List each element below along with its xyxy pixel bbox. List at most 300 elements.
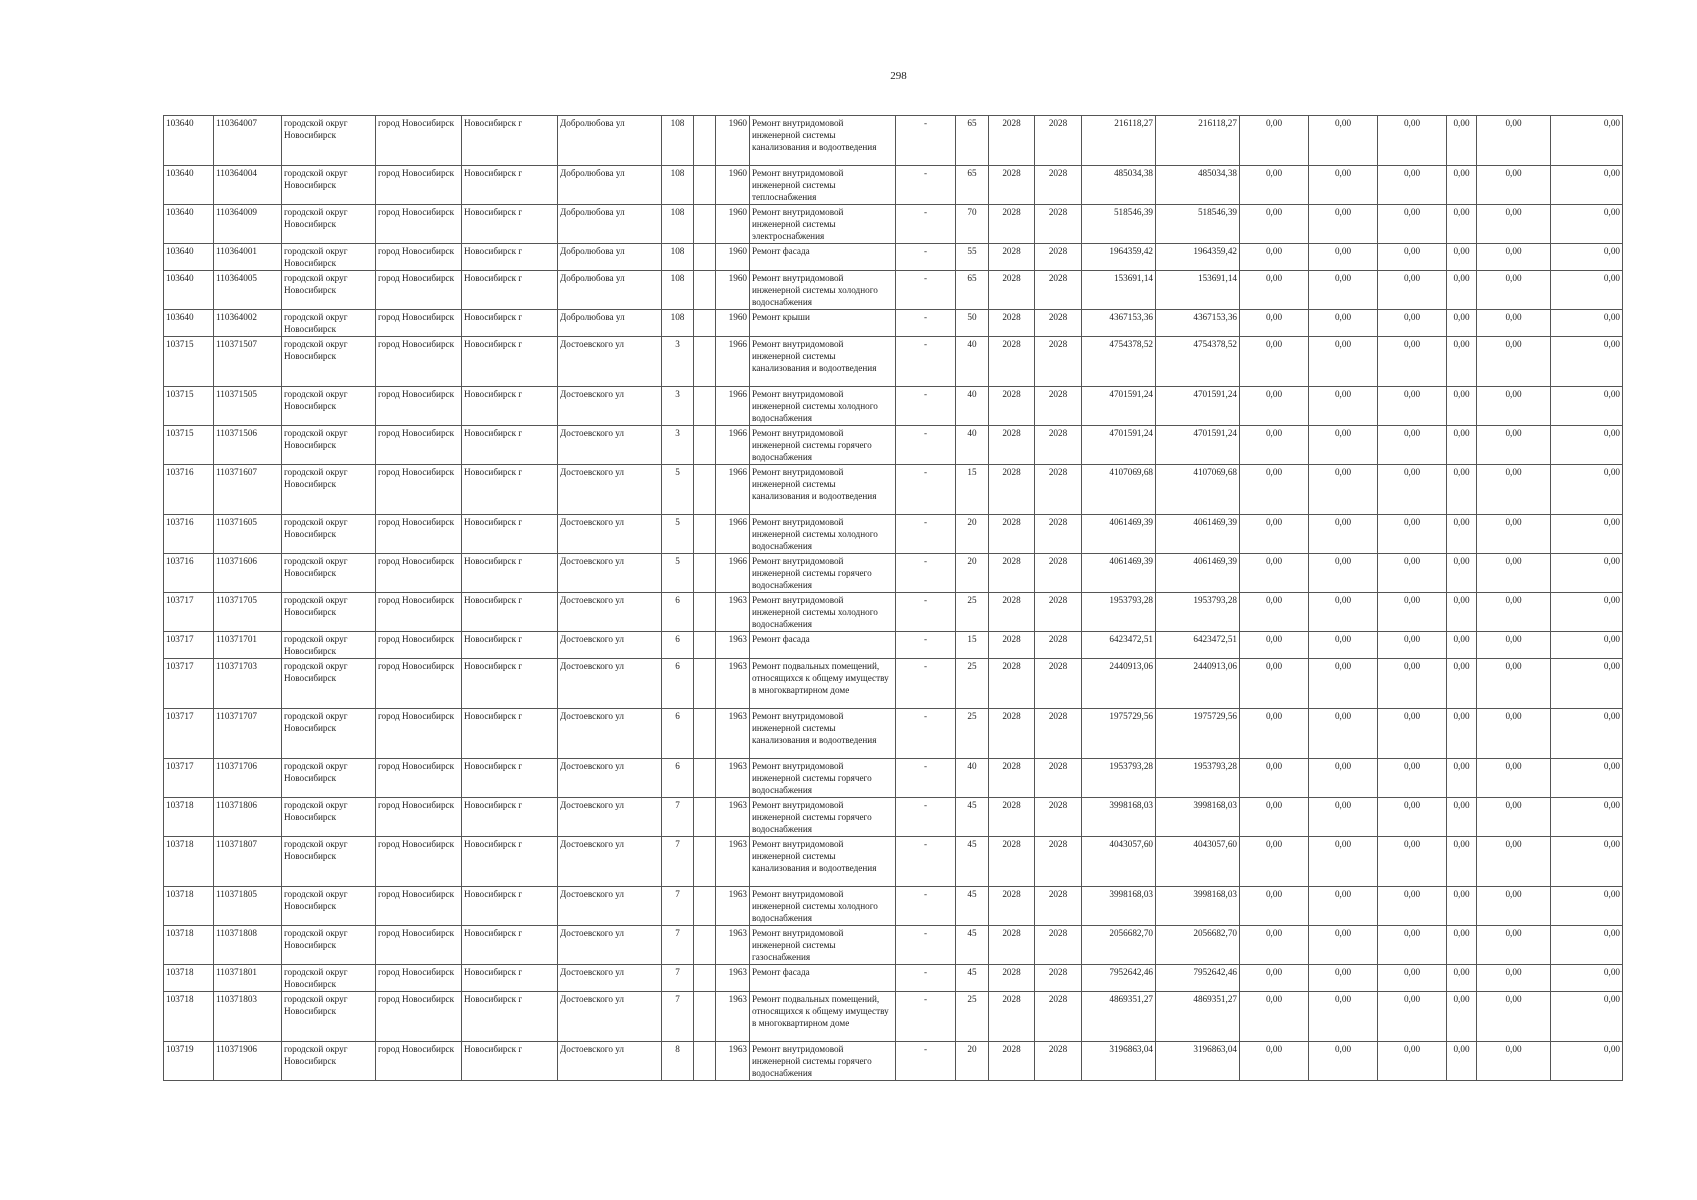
budget-1-cell: 0,00 [1240, 887, 1309, 926]
budget-1-cell: 0,00 [1240, 632, 1309, 659]
table-row [164, 759, 1623, 798]
work-type-cell: Ремонт внутридомовой инженерной системы горячего водоснабжения [750, 798, 896, 837]
plan-year-start-cell: 2028 [989, 926, 1035, 965]
work-type-cell: Ремонт подвальных помещений, относящихся к общему имуществу в многоквартирном доме [750, 992, 896, 1042]
settlement-cell: город Новосибирск [376, 759, 462, 798]
budget-2-cell: 0,00 [1309, 759, 1378, 798]
work-code-cell: 110371806 [214, 798, 282, 837]
building-number-cell [694, 465, 716, 515]
budget-4-cell: 0,00 [1447, 554, 1477, 593]
fund-cost-cell: 1964359,42 [1156, 244, 1240, 271]
budget-3-cell: 0,00 [1378, 593, 1447, 632]
house-number-cell: 5 [662, 465, 694, 515]
plan-year-start-cell: 2028 [989, 515, 1035, 554]
object-id-cell: 103715 [164, 426, 214, 465]
plan-year-end-cell: 2028 [1035, 166, 1082, 205]
construction-year-cell: 1963 [716, 759, 750, 798]
budget-1-cell: 0,00 [1240, 116, 1309, 166]
street-cell: Достоевского ул [558, 1042, 662, 1081]
work-code-cell: 110364002 [214, 310, 282, 337]
locality-cell: Новосибирск г [462, 992, 558, 1042]
street-cell: Достоевского ул [558, 965, 662, 992]
building-number-cell [694, 709, 716, 759]
budget-6-cell: 0,00 [1551, 798, 1623, 837]
object-id-cell: 103640 [164, 310, 214, 337]
street-cell: Добролюбова ул [558, 166, 662, 205]
municipal-district-cell: городской округ Новосибирск [282, 337, 376, 387]
budget-1-cell: 0,00 [1240, 992, 1309, 1042]
budget-6-cell: 0,00 [1551, 709, 1623, 759]
street-cell: Достоевского ул [558, 926, 662, 965]
municipal-district-cell: городской округ Новосибирск [282, 310, 376, 337]
budget-6-cell: 0,00 [1551, 205, 1623, 244]
plan-year-start-cell: 2028 [989, 709, 1035, 759]
settlement-cell: город Новосибирск [376, 593, 462, 632]
plan-year-end-cell: 2028 [1035, 116, 1082, 166]
street-cell: Достоевского ул [558, 387, 662, 426]
object-id-cell: 103640 [164, 166, 214, 205]
settlement-cell: город Новосибирск [376, 426, 462, 465]
table-row [164, 116, 1623, 166]
budget-2-cell: 0,00 [1309, 465, 1378, 515]
budget-4-cell: 0,00 [1447, 709, 1477, 759]
street-cell: Достоевского ул [558, 632, 662, 659]
table-row [164, 992, 1623, 1042]
budget-2-cell: 0,00 [1309, 593, 1378, 632]
work-code-cell: 110371701 [214, 632, 282, 659]
budget-3-cell: 0,00 [1378, 244, 1447, 271]
budget-6-cell: 0,00 [1551, 965, 1623, 992]
object-id-cell: 103715 [164, 337, 214, 387]
work-type-cell: Ремонт фасада [750, 965, 896, 992]
locality-cell: Новосибирск г [462, 1042, 558, 1081]
page-number: 298 [890, 70, 907, 82]
budget-4-cell: 0,00 [1447, 659, 1477, 709]
locality-cell: Новосибирск г [462, 759, 558, 798]
fund-cost-cell: 3196863,04 [1156, 1042, 1240, 1081]
work-code-cell: 110371703 [214, 659, 282, 709]
work-type-cell: Ремонт внутридомовой инженерной системы канализования и водоотведения [750, 709, 896, 759]
work-type-cell: Ремонт внутридомовой инженерной системы канализования и водоотведения [750, 465, 896, 515]
dash-cell-cell: - [896, 166, 956, 205]
table-row [164, 271, 1623, 310]
budget-4-cell: 0,00 [1447, 244, 1477, 271]
table-row [164, 837, 1623, 887]
budget-2-cell: 0,00 [1309, 244, 1378, 271]
budget-1-cell: 0,00 [1240, 554, 1309, 593]
object-id-cell: 103718 [164, 926, 214, 965]
construction-year-cell: 1966 [716, 515, 750, 554]
plan-year-end-cell: 2028 [1035, 759, 1082, 798]
locality-cell: Новосибирск г [462, 798, 558, 837]
plan-year-end-cell: 2028 [1035, 992, 1082, 1042]
wear-percent-cell: 15 [956, 632, 989, 659]
street-cell: Добролюбова ул [558, 271, 662, 310]
object-id-cell: 103717 [164, 709, 214, 759]
budget-3-cell: 0,00 [1378, 992, 1447, 1042]
plan-year-end-cell: 2028 [1035, 310, 1082, 337]
construction-year-cell: 1963 [716, 632, 750, 659]
budget-1-cell: 0,00 [1240, 244, 1309, 271]
plan-year-start-cell: 2028 [989, 837, 1035, 887]
house-number-cell: 3 [662, 387, 694, 426]
dash-cell-cell: - [896, 465, 956, 515]
work-type-cell: Ремонт внутридомовой инженерной системы электроснабжения [750, 205, 896, 244]
budget-6-cell: 0,00 [1551, 593, 1623, 632]
locality-cell: Новосибирск г [462, 426, 558, 465]
work-code-cell: 110364009 [214, 205, 282, 244]
budget-3-cell: 0,00 [1378, 709, 1447, 759]
locality-cell: Новосибирск г [462, 632, 558, 659]
budget-2-cell: 0,00 [1309, 709, 1378, 759]
budget-1-cell: 0,00 [1240, 387, 1309, 426]
wear-percent-cell: 45 [956, 926, 989, 965]
budget-6-cell: 0,00 [1551, 244, 1623, 271]
table-row [164, 709, 1623, 759]
wear-percent-cell: 20 [956, 1042, 989, 1081]
municipal-district-cell: городской округ Новосибирск [282, 593, 376, 632]
work-code-cell: 110371801 [214, 965, 282, 992]
object-id-cell: 103718 [164, 965, 214, 992]
street-cell: Добролюбова ул [558, 244, 662, 271]
budget-5-cell: 0,00 [1477, 837, 1551, 887]
street-cell: Достоевского ул [558, 798, 662, 837]
building-number-cell [694, 426, 716, 465]
budget-1-cell: 0,00 [1240, 926, 1309, 965]
plan-year-end-cell: 2028 [1035, 926, 1082, 965]
work-type-cell: Ремонт подвальных помещений, относящихся к общему имуществу в многоквартирном доме [750, 659, 896, 709]
budget-2-cell: 0,00 [1309, 387, 1378, 426]
locality-cell: Новосибирск г [462, 887, 558, 926]
plan-year-start-cell: 2028 [989, 965, 1035, 992]
plan-year-start-cell: 2028 [989, 116, 1035, 166]
house-number-cell: 7 [662, 992, 694, 1042]
table-row [164, 244, 1623, 271]
dash-cell-cell: - [896, 426, 956, 465]
construction-year-cell: 1963 [716, 593, 750, 632]
fund-cost-cell: 4043057,60 [1156, 837, 1240, 887]
construction-year-cell: 1963 [716, 659, 750, 709]
table-row [164, 887, 1623, 926]
construction-year-cell: 1963 [716, 926, 750, 965]
locality-cell: Новосибирск г [462, 593, 558, 632]
budget-2-cell: 0,00 [1309, 992, 1378, 1042]
street-cell: Добролюбова ул [558, 116, 662, 166]
work-type-cell: Ремонт внутридомовой инженерной системы газоснабжения [750, 926, 896, 965]
wear-percent-cell: 55 [956, 244, 989, 271]
fund-cost-cell: 2440913,06 [1156, 659, 1240, 709]
budget-5-cell: 0,00 [1477, 992, 1551, 1042]
building-number-cell [694, 593, 716, 632]
budget-5-cell: 0,00 [1477, 465, 1551, 515]
building-number-cell [694, 926, 716, 965]
budget-5-cell: 0,00 [1477, 426, 1551, 465]
budget-4-cell: 0,00 [1447, 837, 1477, 887]
budget-6-cell: 0,00 [1551, 426, 1623, 465]
budget-2-cell: 0,00 [1309, 798, 1378, 837]
street-cell: Достоевского ул [558, 992, 662, 1042]
fund-cost-cell: 1975729,56 [1156, 709, 1240, 759]
dash-cell-cell: - [896, 271, 956, 310]
budget-5-cell: 0,00 [1477, 887, 1551, 926]
wear-percent-cell: 15 [956, 465, 989, 515]
plan-year-start-cell: 2028 [989, 271, 1035, 310]
work-code-cell: 110371607 [214, 465, 282, 515]
fund-cost-cell: 1953793,28 [1156, 593, 1240, 632]
budget-1-cell: 0,00 [1240, 659, 1309, 709]
work-code-cell: 110371506 [214, 426, 282, 465]
budget-6-cell: 0,00 [1551, 554, 1623, 593]
municipal-district-cell: городской округ Новосибирск [282, 426, 376, 465]
wear-percent-cell: 70 [956, 205, 989, 244]
budget-4-cell: 0,00 [1447, 992, 1477, 1042]
total-cost-cell: 485034,38 [1082, 166, 1156, 205]
budget-6-cell: 0,00 [1551, 759, 1623, 798]
table-row [164, 1042, 1623, 1081]
budget-2-cell: 0,00 [1309, 1042, 1378, 1081]
budget-3-cell: 0,00 [1378, 887, 1447, 926]
budget-3-cell: 0,00 [1378, 837, 1447, 887]
locality-cell: Новосибирск г [462, 554, 558, 593]
budget-5-cell: 0,00 [1477, 310, 1551, 337]
building-number-cell [694, 759, 716, 798]
dash-cell-cell: - [896, 759, 956, 798]
construction-year-cell: 1963 [716, 798, 750, 837]
settlement-cell: город Новосибирск [376, 554, 462, 593]
building-number-cell [694, 116, 716, 166]
house-number-cell: 6 [662, 759, 694, 798]
settlement-cell: город Новосибирск [376, 659, 462, 709]
building-number-cell [694, 337, 716, 387]
work-code-cell: 110371906 [214, 1042, 282, 1081]
repair-registry-table [163, 115, 1623, 1081]
plan-year-end-cell: 2028 [1035, 387, 1082, 426]
construction-year-cell: 1960 [716, 244, 750, 271]
budget-4-cell: 0,00 [1447, 632, 1477, 659]
plan-year-start-cell: 2028 [989, 244, 1035, 271]
municipal-district-cell: городской округ Новосибирск [282, 837, 376, 887]
budget-1-cell: 0,00 [1240, 426, 1309, 465]
building-number-cell [694, 837, 716, 887]
work-code-cell: 110371805 [214, 887, 282, 926]
wear-percent-cell: 65 [956, 166, 989, 205]
table-row [164, 659, 1623, 709]
municipal-district-cell: городской округ Новосибирск [282, 709, 376, 759]
table-row [164, 205, 1623, 244]
fund-cost-cell: 1953793,28 [1156, 759, 1240, 798]
plan-year-end-cell: 2028 [1035, 515, 1082, 554]
plan-year-end-cell: 2028 [1035, 887, 1082, 926]
budget-3-cell: 0,00 [1378, 632, 1447, 659]
wear-percent-cell: 20 [956, 554, 989, 593]
plan-year-start-cell: 2028 [989, 554, 1035, 593]
fund-cost-cell: 4701591,24 [1156, 387, 1240, 426]
fund-cost-cell: 4754378,52 [1156, 337, 1240, 387]
settlement-cell: город Новосибирск [376, 798, 462, 837]
dash-cell-cell: - [896, 116, 956, 166]
budget-5-cell: 0,00 [1477, 759, 1551, 798]
dash-cell-cell: - [896, 205, 956, 244]
total-cost-cell: 7952642,46 [1082, 965, 1156, 992]
work-type-cell: Ремонт внутридомовой инженерной системы горячего водоснабжения [750, 1042, 896, 1081]
house-number-cell: 108 [662, 244, 694, 271]
construction-year-cell: 1960 [716, 271, 750, 310]
table-row [164, 465, 1623, 515]
table-row [164, 632, 1623, 659]
locality-cell: Новосибирск г [462, 271, 558, 310]
house-number-cell: 5 [662, 554, 694, 593]
budget-6-cell: 0,00 [1551, 310, 1623, 337]
house-number-cell: 7 [662, 798, 694, 837]
total-cost-cell: 2056682,70 [1082, 926, 1156, 965]
budget-6-cell: 0,00 [1551, 465, 1623, 515]
wear-percent-cell: 45 [956, 887, 989, 926]
budget-4-cell: 0,00 [1447, 205, 1477, 244]
budget-6-cell: 0,00 [1551, 515, 1623, 554]
total-cost-cell: 1975729,56 [1082, 709, 1156, 759]
building-number-cell [694, 515, 716, 554]
construction-year-cell: 1966 [716, 554, 750, 593]
plan-year-start-cell: 2028 [989, 166, 1035, 205]
municipal-district-cell: городской округ Новосибирск [282, 992, 376, 1042]
object-id-cell: 103718 [164, 887, 214, 926]
settlement-cell: город Новосибирск [376, 965, 462, 992]
settlement-cell: город Новосибирск [376, 271, 462, 310]
budget-6-cell: 0,00 [1551, 166, 1623, 205]
budget-4-cell: 0,00 [1447, 426, 1477, 465]
budget-6-cell: 0,00 [1551, 837, 1623, 887]
budget-1-cell: 0,00 [1240, 965, 1309, 992]
budget-6-cell: 0,00 [1551, 1042, 1623, 1081]
budget-1-cell: 0,00 [1240, 271, 1309, 310]
budget-3-cell: 0,00 [1378, 337, 1447, 387]
street-cell: Достоевского ул [558, 337, 662, 387]
budget-5-cell: 0,00 [1477, 709, 1551, 759]
locality-cell: Новосибирск г [462, 205, 558, 244]
wear-percent-cell: 45 [956, 965, 989, 992]
construction-year-cell: 1966 [716, 465, 750, 515]
house-number-cell: 108 [662, 166, 694, 205]
plan-year-start-cell: 2028 [989, 992, 1035, 1042]
building-number-cell [694, 554, 716, 593]
budget-6-cell: 0,00 [1551, 926, 1623, 965]
budget-1-cell: 0,00 [1240, 798, 1309, 837]
house-number-cell: 6 [662, 659, 694, 709]
budget-6-cell: 0,00 [1551, 659, 1623, 709]
table-body [164, 116, 1623, 1081]
wear-percent-cell: 65 [956, 116, 989, 166]
work-code-cell: 110364007 [214, 116, 282, 166]
budget-2-cell: 0,00 [1309, 116, 1378, 166]
object-id-cell: 103719 [164, 1042, 214, 1081]
work-code-cell: 110371808 [214, 926, 282, 965]
wear-percent-cell: 40 [956, 337, 989, 387]
plan-year-end-cell: 2028 [1035, 837, 1082, 887]
dash-cell-cell: - [896, 593, 956, 632]
locality-cell: Новосибирск г [462, 709, 558, 759]
table-row [164, 515, 1623, 554]
budget-5-cell: 0,00 [1477, 965, 1551, 992]
budget-3-cell: 0,00 [1378, 798, 1447, 837]
street-cell: Достоевского ул [558, 554, 662, 593]
wear-percent-cell: 50 [956, 310, 989, 337]
budget-5-cell: 0,00 [1477, 515, 1551, 554]
fund-cost-cell: 3998168,03 [1156, 887, 1240, 926]
locality-cell: Новосибирск г [462, 244, 558, 271]
budget-5-cell: 0,00 [1477, 593, 1551, 632]
budget-4-cell: 0,00 [1447, 965, 1477, 992]
settlement-cell: город Новосибирск [376, 837, 462, 887]
construction-year-cell: 1963 [716, 709, 750, 759]
municipal-district-cell: городской округ Новосибирск [282, 632, 376, 659]
budget-3-cell: 0,00 [1378, 1042, 1447, 1081]
budget-4-cell: 0,00 [1447, 465, 1477, 515]
budget-2-cell: 0,00 [1309, 926, 1378, 965]
budget-5-cell: 0,00 [1477, 244, 1551, 271]
work-type-cell: Ремонт внутридомовой инженерной системы холодного водоснабжения [750, 387, 896, 426]
budget-2-cell: 0,00 [1309, 554, 1378, 593]
object-id-cell: 103718 [164, 837, 214, 887]
budget-5-cell: 0,00 [1477, 798, 1551, 837]
locality-cell: Новосибирск г [462, 166, 558, 205]
table-row [164, 426, 1623, 465]
settlement-cell: город Новосибирск [376, 1042, 462, 1081]
house-number-cell: 108 [662, 116, 694, 166]
budget-3-cell: 0,00 [1378, 515, 1447, 554]
work-type-cell: Ремонт внутридомовой инженерной системы горячего водоснабжения [750, 426, 896, 465]
work-type-cell: Ремонт внутридомовой инженерной системы канализования и водоотведения [750, 337, 896, 387]
budget-4-cell: 0,00 [1447, 166, 1477, 205]
budget-5-cell: 0,00 [1477, 271, 1551, 310]
construction-year-cell: 1960 [716, 205, 750, 244]
budget-3-cell: 0,00 [1378, 387, 1447, 426]
budget-3-cell: 0,00 [1378, 310, 1447, 337]
total-cost-cell: 4701591,24 [1082, 426, 1156, 465]
work-code-cell: 110371803 [214, 992, 282, 1042]
house-number-cell: 3 [662, 337, 694, 387]
street-cell: Добролюбова ул [558, 205, 662, 244]
settlement-cell: город Новосибирск [376, 632, 462, 659]
work-type-cell: Ремонт внутридомовой инженерной системы канализования и водоотведения [750, 116, 896, 166]
wear-percent-cell: 45 [956, 798, 989, 837]
budget-6-cell: 0,00 [1551, 887, 1623, 926]
budget-4-cell: 0,00 [1447, 337, 1477, 387]
dash-cell-cell: - [896, 798, 956, 837]
building-number-cell [694, 244, 716, 271]
budget-2-cell: 0,00 [1309, 965, 1378, 992]
total-cost-cell: 4869351,27 [1082, 992, 1156, 1042]
dash-cell-cell: - [896, 965, 956, 992]
budget-4-cell: 0,00 [1447, 926, 1477, 965]
municipal-district-cell: городской округ Новосибирск [282, 759, 376, 798]
dash-cell-cell: - [896, 659, 956, 709]
fund-cost-cell: 4061469,39 [1156, 554, 1240, 593]
municipal-district-cell: городской округ Новосибирск [282, 515, 376, 554]
budget-5-cell: 0,00 [1477, 659, 1551, 709]
budget-3-cell: 0,00 [1378, 926, 1447, 965]
building-number-cell [694, 798, 716, 837]
budget-3-cell: 0,00 [1378, 465, 1447, 515]
object-id-cell: 103640 [164, 244, 214, 271]
wear-percent-cell: 25 [956, 593, 989, 632]
municipal-district-cell: городской округ Новосибирск [282, 798, 376, 837]
municipal-district-cell: городской округ Новосибирск [282, 205, 376, 244]
table-row [164, 593, 1623, 632]
building-number-cell [694, 632, 716, 659]
budget-2-cell: 0,00 [1309, 271, 1378, 310]
municipal-district-cell: городской округ Новосибирск [282, 554, 376, 593]
settlement-cell: город Новосибирск [376, 887, 462, 926]
